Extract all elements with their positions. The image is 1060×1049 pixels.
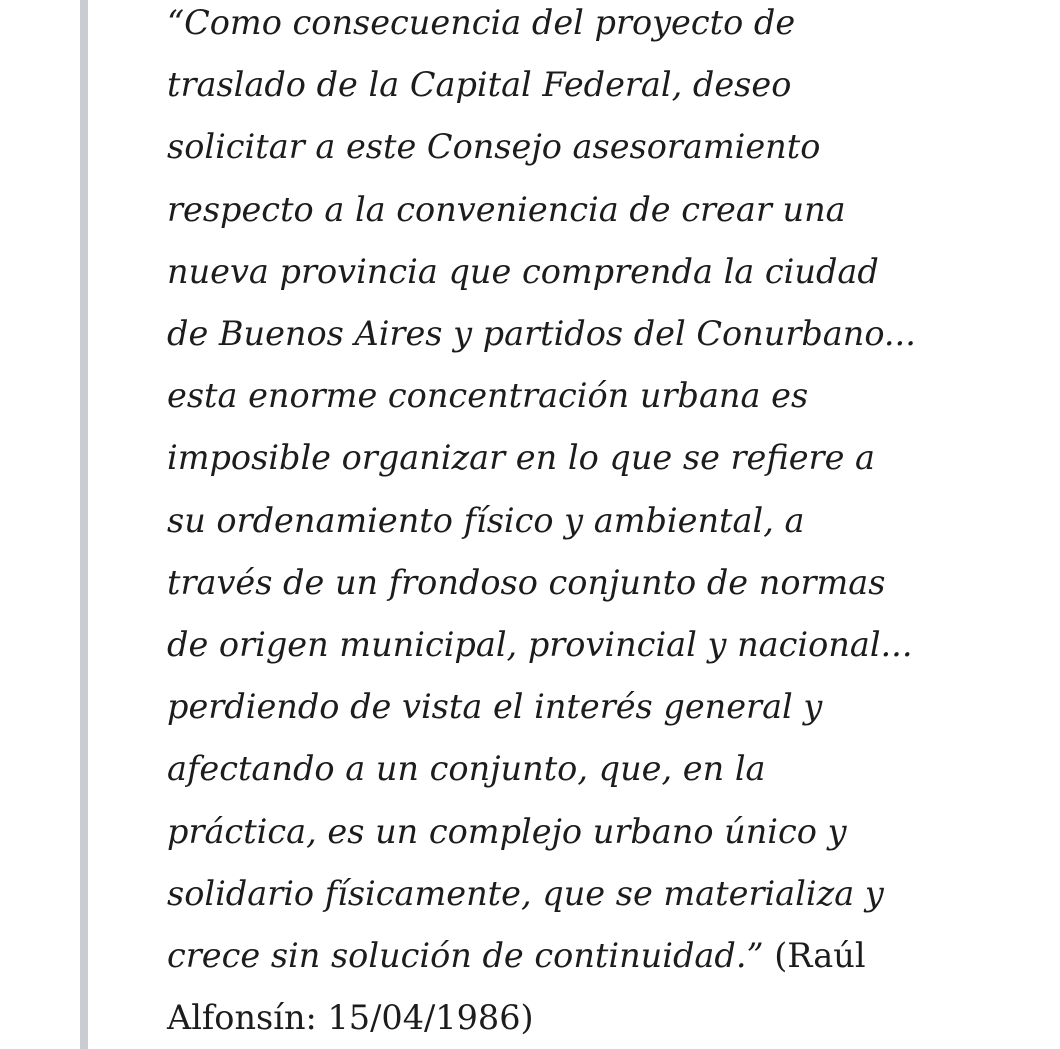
blockquote-border (80, 0, 88, 1049)
quote-line: respecto a la conveniencia de crear una (167, 189, 846, 229)
quote-line: nueva provincia que comprenda la ciudad (167, 251, 879, 291)
attribution-end: Alfonsín: 15/04/1986) (167, 998, 534, 1038)
quote-line: su ordenamiento físico y ambiental, a (167, 500, 805, 540)
attribution-start: (Raúl (763, 936, 866, 976)
quote-line: través de un frondoso conjunto de normas (167, 562, 886, 602)
quote-line: esta enorme concentración urbana es (167, 376, 809, 416)
quote-line: perdiendo de vista el interés general y (167, 687, 823, 727)
quote-last-line (167, 925, 1027, 987)
quote-line: de Buenos Aires y partidos del Conurbano... (167, 314, 916, 354)
quote-line: “Como consecuencia del proyecto de (167, 3, 796, 42)
blockquote (167, 0, 1027, 1049)
quote-line: práctica, es un complejo urbano único y (167, 811, 847, 851)
quote-line: afectando a un conjunto, que, en la (167, 749, 766, 789)
quote-line: traslado de la Capital Federal, deseo (167, 65, 792, 105)
quote-line: de origen municipal, provincial y nacional... (167, 625, 913, 665)
quote-line: imposible organizar en lo que se refiere a (167, 438, 876, 478)
quote-line: solicitar a este Consejo asesoramiento (167, 127, 821, 167)
quote-line: solidario físicamente, que se materializa y (167, 873, 884, 913)
quote-closing-text: crece sin solución de continuidad.” (167, 936, 764, 976)
